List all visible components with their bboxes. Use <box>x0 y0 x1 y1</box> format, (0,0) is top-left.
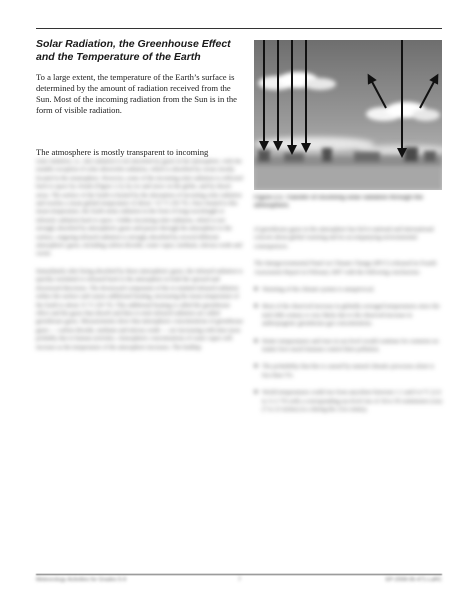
page-title: Solar Radiation, the Greenhouse Effect and the Temperature of the Earth <box>36 38 231 63</box>
right-column-body <box>254 226 442 424</box>
solar-radiation-illustration <box>254 40 442 190</box>
body-paragraph: of greenhouse gases in the atmosphere has led to national and international concern about global warming and its accompanying environmental consequences. <box>254 227 434 250</box>
list-item: ◆ World temperatures could rise from anywhere between 1.1 and 6.4 °C (2.0 to 11.5 °F) with a corresponding sea level rise of 18 to 59 centimeters (cm) (7 to 23 inches) in a during the 21st century. <box>254 389 442 414</box>
footer-document-id: EP-2008-06-471-LaRC <box>385 577 442 583</box>
list-item: ◆ Warming of the climate system is unequivocal. <box>254 286 442 294</box>
list-item: ◆ Hotter temperatures and rises in sea level would continue for centuries no matter how much humans control their pollution. <box>254 338 442 355</box>
list-item: ◆ The probability that this is caused by natural climatic processes alone is less than 5%. <box>254 363 442 380</box>
body-paragraph: Immediately after being absorbed by these atmospheric gases, the infrared radiation is quickly reemitted or released back to the atmosphere in both the upward and downward directions. The downward component of the re-emitted infrared radiation strikes the surface and causes additional heating, increasing the mean temperature of the Earth to about 15 °C (59 °F). This additional heating is called the greenhouse effect and the gases that absorb and then re-emit infrared radiation are called greenhouse gases. Measurements show that atmospheric concentrations of greenhouse gases — carbon dioxide, methane and nitrous oxide — are increasing with time most probably due to human activities. Atmospheric concentrations of water vapor will increase as the temperature of the atmosphere increases. The buildup <box>36 268 244 351</box>
figure-caption: Figure 2.3. Transfer of incoming solar radiation through the atmosphere. <box>254 195 424 209</box>
intro-paragraph: To a large extent, the temperature of the Earth’s surface is determined by the amount of radiation received from the Sun. Most of the incoming radiation from the Sun is in the form of visible radiation. <box>36 72 237 115</box>
footer-rule <box>36 574 442 575</box>
second-paragraph-lead: The atmosphere is mostly transparent to incoming <box>36 147 209 157</box>
solar-radiation-figure <box>254 40 442 190</box>
body-paragraph: The Intergovernmental Panel on Climate Change (IPCC) released its Fourth Assessment Report in February 2007 with the following conclusions: <box>254 261 437 276</box>
body-paragraph: solar radiation, i.e., this radiation is not absorbed by gases in the atmosphere, with the notable exception of solar ultraviolet radiation, which is absorbed by ozone mostly located in the stratosphere. However, some of the incoming solar radiation is reflected back to space by clouds (Figure 2.3), by ice and snow on the globe, and by desert areas. The surface of the Earth is heated by the absorption of incoming solar radiation and reaches a mean global temperature of about +15 °C (59 °F). Once heated to this mean temperature, the Earth emits radiation in the form of long-wavelength or infrared, radiation back to space. Unlike incoming solar radiation, which is not strongly absorbed by atmospheric gases and passes through the atmosphere to the surface, outgoing infrared radiation is strongly absorbed by several different atmospheric gases, including carbon dioxide, water vapor, methane, nitrous oxide and ozone. <box>36 159 243 258</box>
header-rule <box>36 28 442 29</box>
footer-page-number: 7 <box>238 577 242 583</box>
list-item: ◆ Most of the observed increase in globally averaged temperatures since the mid-20th century is very likely due to the observed increase in anthropogenic greenhouse gas concentrations. <box>254 303 442 328</box>
ipcc-conclusions-list <box>254 286 442 414</box>
left-column-body <box>36 152 244 361</box>
footer-publication: Meteorology Activities for Grades 5-9 <box>36 577 127 583</box>
